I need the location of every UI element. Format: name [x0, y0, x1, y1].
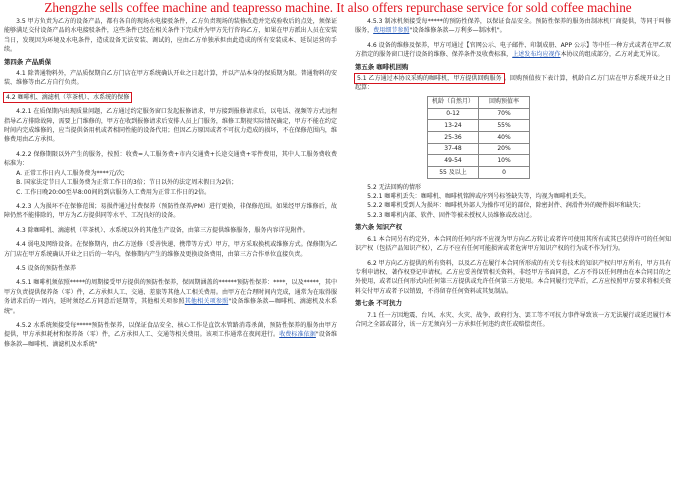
paragraph-4-2-1: 4.2.1 在质保期内出现质量问题，乙方通过约定服务窗口发起报修请求，甲方接到报修请求后，以电话、视频等方式远程指导乙方排除故障，需要上门维修的，甲方在收到报修请求后安排人员上门服务，维修工期视实际情况确定，甲方不能在约定时间内完成维修的，应当提供备用机或者相同性能的设备代用；但因乙方原因或者不可抗力造成的损坏，不在保修范围内，维修费用由乙方承担。: [4, 108, 337, 144]
paragraph-5-2-3: 5.2.3 咖啡机内部、软件、固件等被未授权人员维修或改动过。: [367, 211, 536, 219]
link-fee-standard[interactable]: 收费标准依据: [279, 331, 316, 339]
table-row: 37-48 20%: [428, 143, 530, 155]
paragraph-4-1: 4.1 除普通物料外，产品质保期自乙方门店在甲方系统确认开业之日起计算，并以产品本身的保质期为限。普通物料的安装、维修等由乙方自行负责。: [4, 70, 337, 87]
paragraph-5-2: 5.2 无法回购的情形: [367, 183, 421, 191]
table-row: 0-12 70%: [428, 108, 530, 120]
paragraph-4-5-1: 4.5.1 咖啡机须依照*****的周期接受甲方提供的预防性保养，保固期涵盖的******预防性保养：****，以及*****，其中甲方负责提供保养备（零）件，乙方承担人工、交通、差旅等其他人工相关费用。由甲方在合理时间内完成，通常为在取得服务请求后的一周内，延时须经乙方同意后延期等，其他相关项参照其他相关项参照"设备维修条款—咖啡机、滴滤机及水系统"。: [4, 279, 338, 315]
header-repurchase-rate: 回购预值率: [479, 96, 530, 108]
header-machine-age: 机龄（自然月）: [428, 96, 479, 108]
table-row: 49-54 10%: [428, 155, 530, 167]
link-other-items[interactable]: 其他相关项参照: [184, 298, 229, 306]
right-column: [355, 17, 671, 329]
repurchase-rate-table: [427, 96, 530, 179]
paragraph-6-1: 6.1 本合同另有约定外，本合同的任何内容不应视为甲方向乙方转让或者许可使用其所有或其已获得许可的任何知识产权（包括产品知识产权），乙方不应有任何可能损害或者危害甲方知识产权的行为或不作为行为。: [355, 235, 671, 253]
paragraph-4-3: 4.3 除咖啡机、滴滤机（萃茶机）、水系统以外的其他生产设备，由第三方提供维修服务，服务内容详见附件。: [16, 226, 309, 234]
link-fee-details[interactable]: 费用细节参照: [373, 27, 410, 35]
fee-item-a: A. 正常工作日内人工服务费为****元/次;: [16, 169, 125, 177]
link-publication[interactable]: 上述发布均应视作: [512, 51, 561, 59]
paragraph-4-4: 4.4 弱电及网络设备。在保修期内，由乙方送修（妥善快递、携带等方式）甲方，甲方采取换机或维修方式。保修期为乙方门店在甲方系统确认开业之日后的一年内，保修期内产生的维修及更换设备费用，由第三方合作单位直接负责。: [4, 241, 337, 258]
paragraph-4-2-3: 4.2.3 人为损坏不在保修范围；易损件通过付费保养（预防性保养/PM）进行更换，非保修范围。如果经甲方维修后，故障仍然不能排除的，甲方为乙方提供同等水平、工况良好的设备。: [4, 202, 337, 220]
paragraph-6-2: 6.2 甲方向乙方提供的所有资料，以及乙方在履行本合同所形成的有关专有技术的知识产权归甲方所有，甲方具有专利申请权、著作权登记申请权。乙方应妥善保管相关资料，非经甲方书面同意，乙方不得以任何理由在本合同目的之外使用，或者以任何形式向任何第三方提供或允许任何第三方使用。本合同履行完毕后，乙方应按照甲方要求将相关资料交付甲方或者予以销毁，不得留存任何资料或其复制品。: [355, 259, 671, 295]
highlight-box-4-2: 4.2 咖啡机、滴滤机（萃茶机）、水系统的保修: [6, 93, 130, 101]
paragraph-4-5-2: 4.5.2 水系统须接受每*****预防性保养，以保证食品安全、核心工作是直饮水管路消毒杀菌，预防性保养的服务由甲方提供，甲方承担耗材和保养备（零）件，乙方承担人工、交通等相关费用。该项工作通常在夜间进行。收费标准依据"设备维修条款—咖啡机、滴滤机及水系统": [4, 321, 338, 348]
table-header-row: [428, 96, 530, 108]
left-column: [4, 17, 337, 349]
section-6-title: 第六条 知识产权: [355, 223, 402, 232]
fee-item-b: B. 国家法定节日人工服务费为正常工作日的3倍；节日以外的法定周末假日为2倍；: [16, 179, 238, 187]
highlight-box-5-1: 5.1 乙方通过本协议采购的咖啡机，甲方提供回购服务: [357, 75, 502, 83]
section-7-title: 第七条 不可抗力: [355, 299, 402, 308]
fee-item-c: C. 工作日晚20:00至早8:00间的到店服务人工费用为正常工作日的2倍。: [16, 188, 211, 196]
banner-caption: Zhengzhe sells coffee machine and teapresso machine. It also offers repurchase service for sold coffee machine: [44, 0, 632, 15]
paragraph-5-2-1: 5.2.1 咖啡机丢失：咖啡机、咖啡机铭牌或序列号标签缺失等，均视为咖啡机丢失。: [367, 193, 590, 201]
section-4-5-title: 4.5 设备的预防性保养: [16, 264, 77, 272]
table-row: 25-36 40%: [428, 131, 530, 143]
paragraph-4-2-2: 4.2.2 保修期限以外产生的服务，按照：收费=人工服务费+市内交通费+长途交通费+零件费用，其中人工服务费收费标准为：: [4, 150, 337, 168]
section-4-title: 第四条 产品质保: [4, 57, 51, 66]
paragraph-3-5: 3.5 甲方负责为乙方的设备产品，都有各自的现场水电接驳条件，乙方负责现场的装修改造并完成验收后的点处，须保证能够满足交付设备产品的水电接驳条件，这些条件已经在相关条件下完成并为甲方先行咨询乙方，如果在甲方派出人员在安装当日，发现因为环境及水电条件，造成设备无法安装、调试的，应由乙方单独承担由此造成的所有安装成本、延误运营的手续。: [4, 18, 337, 54]
paragraph-5-1: 5.1 乙方通过本协议采购的咖啡机，甲方提供回购服务 。回购预值按下表计算，机龄自乙方门店在甲方系统开业之日起算：: [355, 75, 671, 92]
paragraph-4-5-3: 4.5.3 制冰机须接受每*****的预防性保养，以保证食品安全。预防性保养的服务由制冰机厂商提供，等同于叫修服务，费用细节参照"设备维修条款—万利多—制冰机"。: [355, 18, 671, 35]
paragraph-7-1: 7.1 任一方因地震、台风、水灾、火灾、战争、政府行为、罢工等不可抗力事件导致该一方无法履行或延迟履行本合同之全部或部分，该一方无须向另一方承担任何违约责任或赔偿责任。: [355, 311, 671, 328]
section-5-title: 第五条 咖啡机回购: [355, 62, 409, 71]
table-row: 13-24 55%: [428, 120, 530, 132]
table-row: 55 及以上 0: [428, 166, 530, 178]
paragraph-4-6: 4.6 设备的维修及保养，甲方可通过【官网公示、电子邮件、印制成册、APP 公示】等中任一种方式或者在甲乙双方指定的服务窗口进行设备的维修、保养条件及收费标准，上述发布均应视作本协议的组成部分，乙方对此无异议。: [355, 41, 671, 59]
paragraph-5-2-2: 5.2.2 咖啡机受到人为损坏：咖啡机外部人为操作可见的部位，除密封件、润滑件外的硬件损坏和缺失；: [367, 202, 645, 210]
